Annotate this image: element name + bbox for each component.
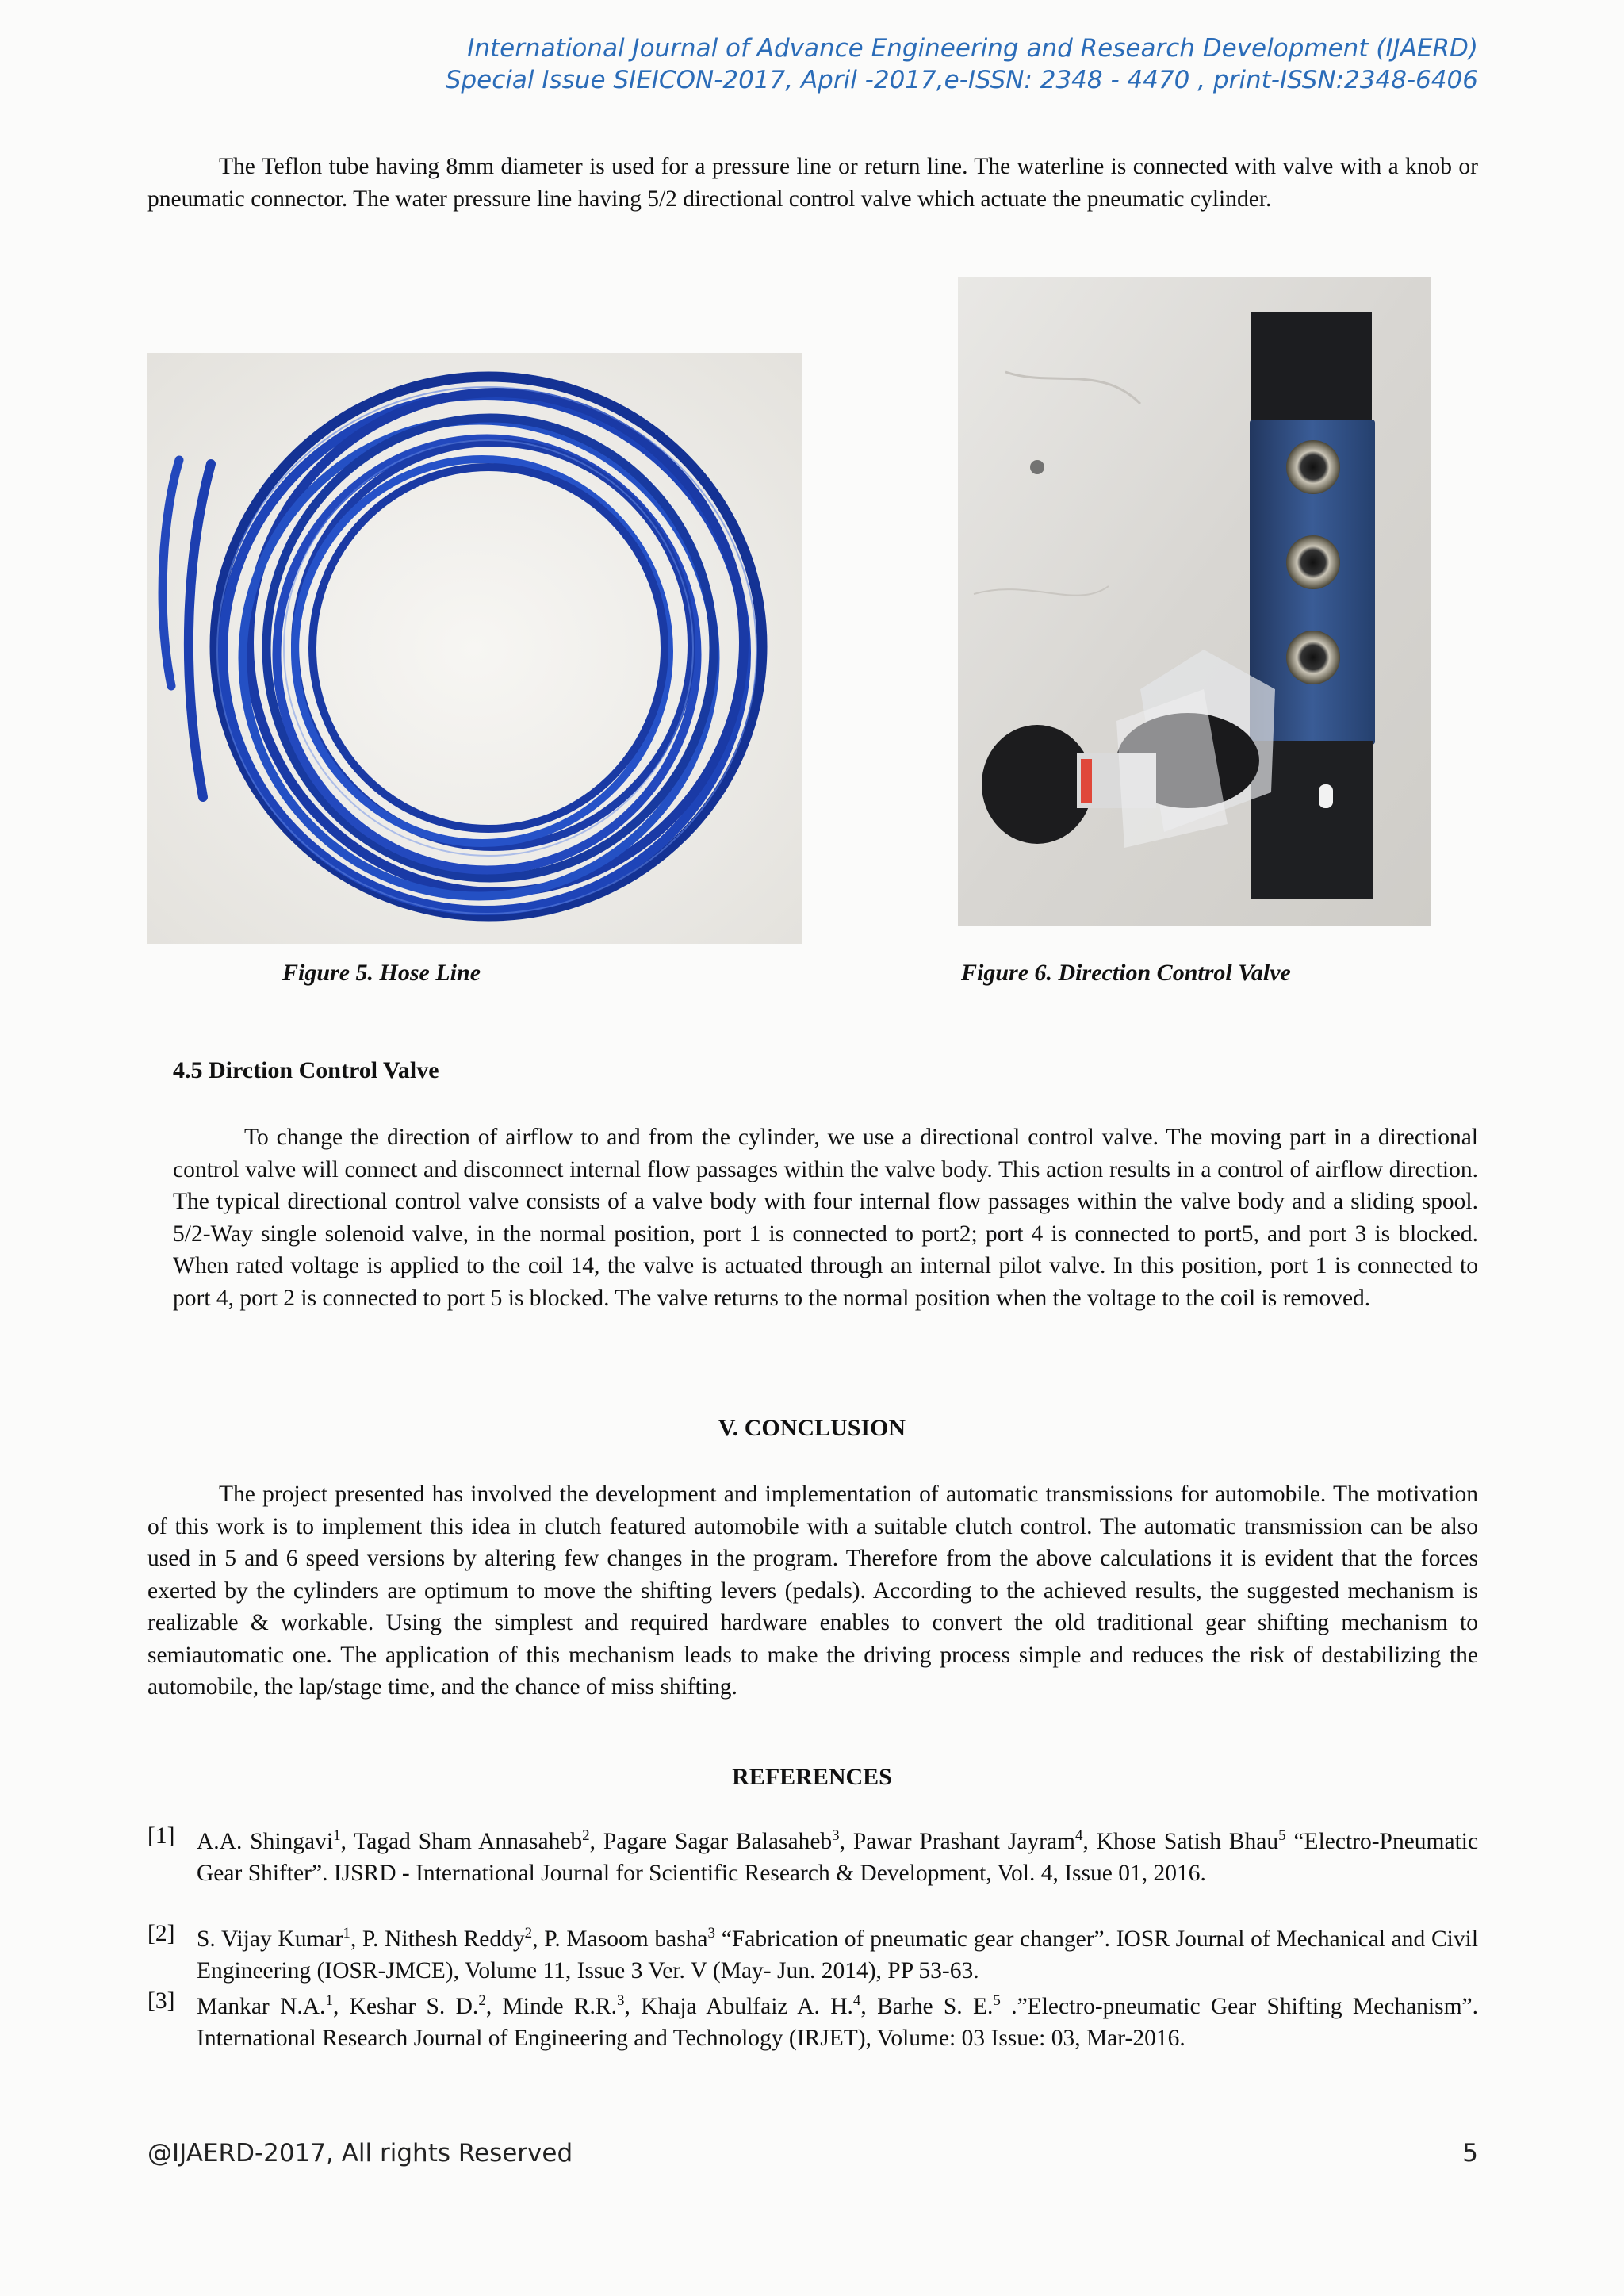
author-affiliation-number: 1 bbox=[333, 1827, 341, 1844]
author-affiliation-number: 1 bbox=[325, 1992, 333, 2009]
references-heading: REFERENCES bbox=[732, 1764, 892, 1790]
reference-text: Mankar N.A.$^1$, Keshar S. D.$^2$, Minde R.R.$^3$, Khaja Abulfaiz A. H.$^4$, Barhe S. E.$^5$ .”Electro-pneumatic Gear Shifting Mechanism”. International Research Journal of Engineering and Technology (IRJET), Volume: 03 Issue: 03, Mar-2016. bbox=[197, 1992, 1479, 2052]
author-affiliation-number: 2 bbox=[582, 1827, 590, 1844]
reference-author: Pawar Prashant Jayram bbox=[852, 1828, 1076, 1854]
conclusion-heading: V. CONCLUSION bbox=[718, 1415, 906, 1441]
journal-title: International Journal of Advance Engineering and Research Development (IJAERD) bbox=[467, 34, 1478, 63]
reference-text: A.A. Shingavi$^1$, Tagad Sham Annasaheb$^2$, Pagare Sagar Balasaheb$^3$, Pawar Prashant Jayram$^4$, Khose Satish Bhau$^5$ “Electro-Pneumatic Gear Shifter”. IJSRD - International Journal for Scientific Research & Development, Vol. 4, Issue 01, 2016. bbox=[197, 1827, 1479, 1887]
figure-6-caption: Figure 6. Direction Control Valve bbox=[961, 960, 1291, 986]
author-affiliation-number: 3 bbox=[832, 1827, 840, 1844]
hose-line-photo bbox=[147, 353, 802, 944]
reference-author: P. Nithesh Reddy bbox=[362, 1926, 525, 1952]
reference-citation: .”Electro-pneumatic Gear Shifting Mechanism”. International Research Journal of Engineering and Technology (IRJET), Volume: 03 Issue: 03, Mar-2016. bbox=[197, 1993, 1479, 2052]
reference-author: Mankar N.A. bbox=[197, 1993, 326, 2019]
reference-item bbox=[147, 1820, 1478, 1890]
reference-author: Khose Satish Bhau bbox=[1096, 1828, 1279, 1854]
reference-author: Keshar S. D. bbox=[349, 1993, 479, 2019]
author-affiliation-number: 2 bbox=[478, 1992, 486, 2009]
reference-citation: “Fabrication of pneumatic gear changer”. IOSR Journal of Mechanical and Civil Engineering (IOSR-JMCE), Volume 11, Issue 3 Ver. V (May- Jun. 2014), PP 53-63. bbox=[197, 1926, 1479, 1984]
direction-control-valve-photo bbox=[958, 277, 1431, 926]
reference-author: Barhe S. E. bbox=[877, 1993, 994, 2019]
reference-author: S. Vijay Kumar bbox=[197, 1926, 343, 1952]
page-number: 5 bbox=[1462, 2139, 1478, 2168]
author-affiliation-number: 1 bbox=[343, 1925, 350, 1941]
reference-item bbox=[147, 1918, 1478, 1987]
section-4-5-body: To change the direction of airflow to and from the cylinder, we use a directional control valve. The moving part in a directional control valve will connect and disconnect internal flow passages within the valve body. This action results in a control of airflow direction. The typical directional control valve consists of a valve body with four internal flow passages within the valve body and a sliding spool. 5/2-Way single solenoid valve, in the normal position, port 1 is connected to port2; port 4 is connected to port5, and port 3 is blocked. When rated voltage is applied to the coil 14, the valve is actuated through an internal pilot valve. In this position, port 1 is connected to port 4, port 2 is connected to port 5 is blocked. The valve returns to the normal position when the voltage to the coil is removed. bbox=[173, 1125, 1478, 1311]
author-affiliation-number: 3 bbox=[616, 1992, 625, 2009]
author-affiliation-number: 4 bbox=[1075, 1827, 1083, 1844]
reference-number: [1] bbox=[147, 1823, 175, 1849]
reference-number: [2] bbox=[147, 1921, 175, 1946]
author-affiliation-number: 5 bbox=[1278, 1827, 1286, 1844]
reference-author: P. Masoom basha bbox=[544, 1926, 708, 1952]
reference-item bbox=[147, 1985, 1478, 2055]
reference-text: S. Vijay Kumar$^1$, P. Nithesh Reddy$^2$, P. Masoom basha$^3$ “Fabrication of pneumatic gear changer”. IOSR Journal of Mechanical and Civil Engineering (IOSR-JMCE), Volume 11, Issue 3 Ver. V (May- Jun. 2014), PP 53-63. bbox=[197, 1925, 1479, 1984]
author-affiliation-number: 4 bbox=[852, 1992, 861, 2009]
reference-author: Pagare Sagar Balasaheb bbox=[603, 1828, 833, 1854]
author-affiliation-number: 5 bbox=[993, 1992, 1001, 2009]
journal-issue-info: Special Issue SIEICON-2017, April -2017,e-ISSN: 2348 - 4470 , print-ISSN:2348-6406 bbox=[445, 66, 1478, 94]
hose-coil-illustration bbox=[147, 353, 802, 944]
figure-5-caption: Figure 5. Hose Line bbox=[282, 960, 481, 986]
section-4-5-heading: 4.5 Dirction Control Valve bbox=[173, 1057, 439, 1083]
reference-number: [3] bbox=[147, 1988, 175, 2014]
reference-author: A.A. Shingavi bbox=[197, 1828, 334, 1854]
conclusion-body: The project presented has involved the development and implementation of automatic transmissions for automobile. The motivation of this work is to implement this idea in clutch featured automobile with a suitable clutch control. The automatic transmission can be also used in 5 and 6 speed versions by altering few changes in the program. Therefore from the above calculations it is evident that the forces exerted by the cylinders are optimum to move the shifting levers (pedals). According to the achieved results, the suggested mechanism is realizable & workable. Using the simplest and required hardware enables to convert the old traditional gear shifting mechanism to semiautomatic one. The application of this mechanism leads to make the driving process simple and reduces the risk of destabilizing the automobile, the lap/stage time, and the chance of miss shifting. bbox=[147, 1481, 1478, 1700]
author-affiliation-number: 3 bbox=[707, 1925, 716, 1941]
footer-copyright: @IJAERD-2017, All rights Reserved bbox=[147, 2139, 573, 2168]
reference-author: Tagad Sham Annasaheb bbox=[354, 1828, 583, 1854]
reference-author: Khaja Abulfaiz A. H. bbox=[641, 1993, 853, 2019]
reference-author: Minde R.R. bbox=[502, 1993, 617, 2019]
intro-paragraph: The Teflon tube having 8mm diameter is used for a pressure line or return line. The waterline is connected with valve with a knob or pneumatic connector. The water pressure line having 5/2 directional control valve which actuate the pneumatic cylinder. bbox=[147, 154, 1478, 212]
reference-citation: “Electro-Pneumatic Gear Shifter”. IJSRD - International Journal for Scientific Research & Development, Vol. 4, Issue 01, 2016. bbox=[197, 1828, 1479, 1887]
valve-illustration bbox=[958, 277, 1431, 926]
author-affiliation-number: 2 bbox=[524, 1925, 533, 1941]
